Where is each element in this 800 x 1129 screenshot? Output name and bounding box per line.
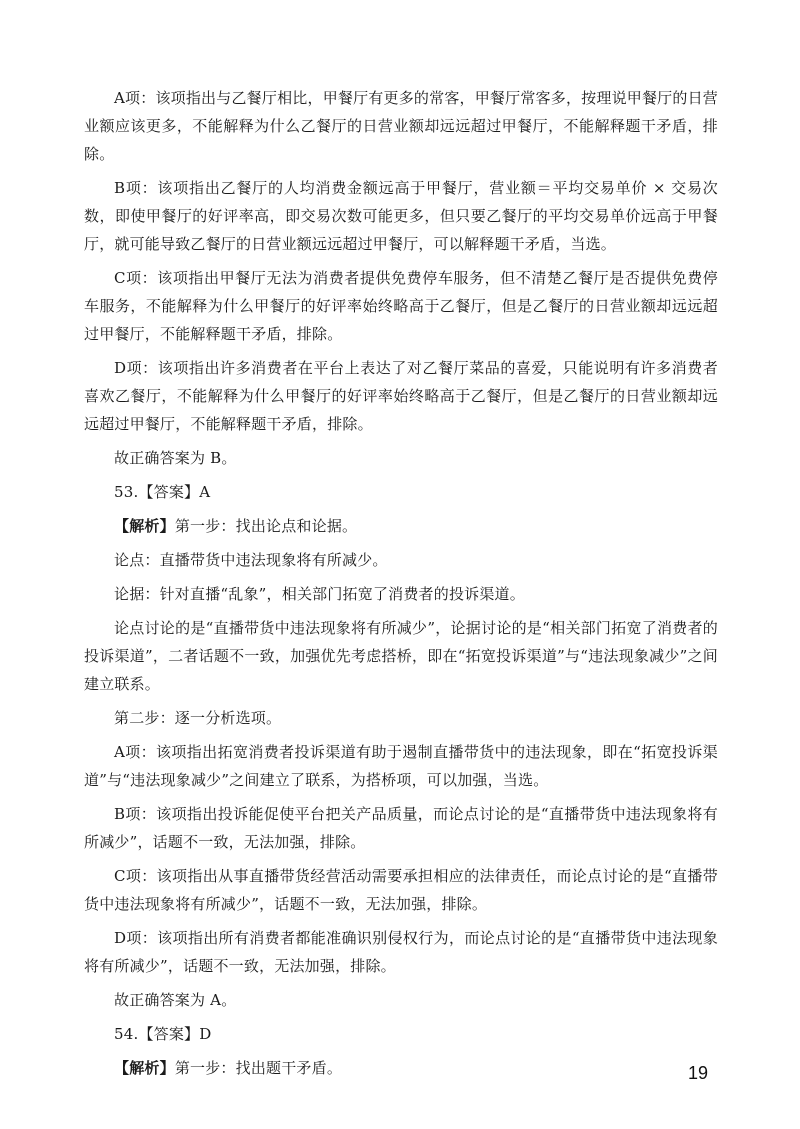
paragraph-option-c-q52 <box>84 264 718 348</box>
answer-heading-q53 <box>84 478 718 506</box>
paragraph-text: 第一步：找出论点和论据。 <box>174 517 358 535</box>
paragraph-option-a-q53 <box>84 738 718 794</box>
paragraph-option-b-q52 <box>84 174 718 258</box>
paragraph-text: D项：该项指出许多消费者在平台上表达了对乙餐厅菜品的喜爱，只能说明有许多消费者喜欢乙餐厅，不能解释为什么甲餐厅的好评率始终略高于乙餐厅，但是乙餐厅的日营业额却远远超过甲餐厅，不能解释题干矛盾，排除。 <box>84 359 718 433</box>
paragraph-text: 论点讨论的是“直播带货中违法现象将有所减少”，论据讨论的是“相关部门拓宽了消费者的投诉渠道”，二者话题不一致，加强优先考虑搭桥，即在“拓宽投诉渠道”与“违法现象减少”之间建立联系。 <box>84 619 718 693</box>
paragraph-text: 54.【答案】D <box>114 1025 212 1043</box>
paragraph-option-b-q53 <box>84 800 718 856</box>
paragraph-text: B项：该项指出投诉能促使平台把关产品质量，而论点讨论的是“直播带货中违法现象将有所减少”，话题不一致，无法加强，排除。 <box>84 805 718 851</box>
page-number: 19 <box>687 1063 708 1083</box>
paragraph-text: 论点：直播带货中违法现象将有所减少。 <box>114 551 388 569</box>
paragraph-text: 故正确答案为 A。 <box>114 991 237 1009</box>
argument-evidence-q53 <box>84 580 718 608</box>
analysis-step1-q53 <box>84 512 718 540</box>
answer-conclusion-q53 <box>84 986 718 1014</box>
paragraph-text: 第二步：逐一分析选项。 <box>114 709 282 727</box>
argument-claim-q53 <box>84 546 718 574</box>
paragraph-option-a-q52 <box>84 84 718 168</box>
analysis-step2-q53 <box>84 704 718 732</box>
analysis-label: 【解析】 <box>114 1059 175 1077</box>
paragraph-text: D项：该项指出所有消费者都能准确识别侵权行为，而论点讨论的是“直播带货中违法现象将有所减少”，话题不一致，无法加强，排除。 <box>84 929 718 975</box>
argument-discussion-q53 <box>84 614 718 698</box>
analysis-step1-q54 <box>84 1054 718 1082</box>
paragraph-text: A项：该项指出与乙餐厅相比，甲餐厅有更多的常客，甲餐厅常客多，按理说甲餐厅的日营业额应该更多，不能解释为什么乙餐厅的日营业额却远远超过甲餐厅，不能解释题干矛盾，排除。 <box>84 89 718 163</box>
paragraph-text: A项：该项指出拓宽消费者投诉渠道有助于遏制直播带货中的违法现象，即在“拓宽投诉渠道”与“违法现象减少”之间建立了联系，为搭桥项，可以加强，当选。 <box>84 743 718 789</box>
paragraph-text: 第一步：找出题干矛盾。 <box>174 1059 343 1077</box>
paragraph-option-d-q52 <box>84 354 718 438</box>
paragraph-text: 53.【答案】A <box>114 483 211 501</box>
paragraph-text: C项：该项指出甲餐厅无法为消费者提供免费停车服务，但不清楚乙餐厅是否提供免费停车服务，不能解释为什么甲餐厅的好评率始终略高于乙餐厅，但是乙餐厅的日营业额却远远超过甲餐厅，不能解释题干矛盾，排除。 <box>84 269 718 343</box>
paragraph-text: C项：该项指出从事直播带货经营活动需要承担相应的法律责任，而论点讨论的是“直播带货中违法现象将有所减少”，话题不一致，无法加强，排除。 <box>84 867 718 913</box>
paragraph-option-c-q53 <box>84 862 718 918</box>
paragraph-text: 故正确答案为 B。 <box>114 449 237 467</box>
paragraph-text: B项：该项指出乙餐厅的人均消费金额远高于甲餐厅，营业额＝平均交易单价 × 交易次数，即使甲餐厅的好评率高，即交易次数可能更多，但只要乙餐厅的平均交易单价远高于甲餐厅，就可能导致乙餐厅的日营业额远远超过甲餐厅，可以解释题干矛盾，当选。 <box>84 179 718 253</box>
answer-conclusion-q52 <box>84 444 718 472</box>
paragraph-text: 论据：针对直播“乱象”，相关部门拓宽了消费者的投诉渠道。 <box>114 585 525 603</box>
answer-heading-q54 <box>84 1020 718 1048</box>
paragraph-option-d-q53 <box>84 924 718 980</box>
page-content <box>84 84 718 1088</box>
analysis-label: 【解析】 <box>114 517 175 535</box>
